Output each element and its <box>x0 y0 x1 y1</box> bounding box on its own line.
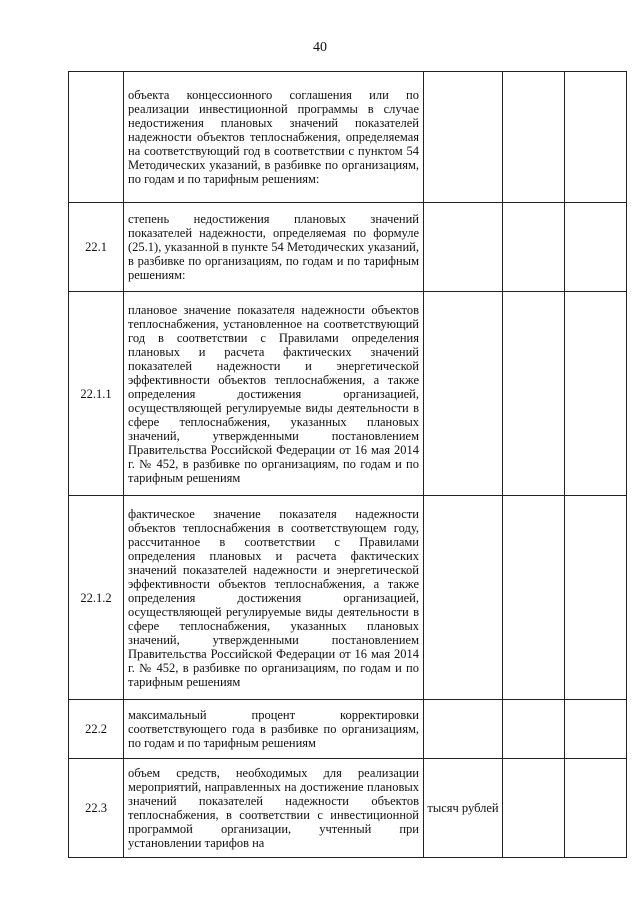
empty-cell <box>565 72 627 203</box>
row-unit <box>424 496 503 700</box>
empty-cell <box>565 759 627 858</box>
row-number: 22.1.1 <box>69 292 124 496</box>
page-number: 40 <box>313 40 327 55</box>
row-number: 22.3 <box>69 759 124 858</box>
table-row <box>69 496 627 700</box>
empty-cell <box>503 700 565 759</box>
row-unit: тысяч рублей <box>424 759 503 858</box>
empty-cell <box>565 203 627 292</box>
row-description: степень недостижения плановых значений показателей надежности, определяемая по формуле (25.1), указанной в пункте 54 Методических указаний, в разбивке по организациям, по годам и по тарифным решениям: <box>124 203 424 292</box>
row-number: 22.2 <box>69 700 124 759</box>
row-number <box>69 72 124 203</box>
empty-cell <box>503 496 565 700</box>
row-unit <box>424 203 503 292</box>
empty-cell <box>503 759 565 858</box>
table-row <box>69 700 627 759</box>
row-unit <box>424 72 503 203</box>
empty-cell <box>565 496 627 700</box>
row-number: 22.1 <box>69 203 124 292</box>
row-description: фактическое значение показателя надежности объектов теплоснабжения в соответствующем году, рассчитанное в соответствии с Правилами определения плановых и расчета фактических значений показателей надежности и энергетической эффективности объектов теплоснабжения, а также определения достижения организацией, осуществляющей регулируемые виды деятельности в сфере теплоснабжения, указанных плановых значений, утвержденными постановлением Правительства Российской Федерации от 16 мая 2014 г. № 452, в разбивке по организациям, по годам и по тарифным решениям <box>124 496 424 700</box>
row-description: плановое значение показателя надежности объектов теплоснабжения, установленное на соответствующий год в соответствии с Правилами определения плановых и расчета фактических значений показателей надежности и энергетической эффективности объектов теплоснабжения, а также определения достижения организацией, осуществляющей регулируемые виды деятельности в сфере теплоснабжения, указанных плановых значений, утвержденными постановлением Правительства Российской Федерации от 16 мая 2014 г. № 452, в разбивке по организациям, по годам и по тарифным решениям <box>124 292 424 496</box>
empty-cell <box>503 72 565 203</box>
row-description: объем средств, необходимых для реализации мероприятий, направленных на достижение плановых значений показателей надежности объектов теплоснабжения, в соответствии с инвестиционной программой организации, учтенный при установлении тарифов на <box>124 759 424 858</box>
table-row <box>69 72 627 203</box>
row-unit <box>424 700 503 759</box>
table-row <box>69 203 627 292</box>
row-description: максимальный процент корректировки соответствующего года в разбивке по организациям, по годам и по тарифным решениям <box>124 700 424 759</box>
indicator-table <box>68 71 627 858</box>
row-description: объекта концессионного соглашения или по реализации инвестиционной программы в случае недостижения плановых значений показателей надежности объектов теплоснабжения, определяемая на соответствующий год в соответствии с пунктом 54 Методических указаний, в разбивке по организациям, по годам и по тарифным решениям: <box>124 72 424 203</box>
empty-cell <box>503 203 565 292</box>
table-row <box>69 292 627 496</box>
empty-cell <box>565 700 627 759</box>
row-number: 22.1.2 <box>69 496 124 700</box>
table-row <box>69 759 627 858</box>
row-unit <box>424 292 503 496</box>
empty-cell <box>503 292 565 496</box>
empty-cell <box>565 292 627 496</box>
